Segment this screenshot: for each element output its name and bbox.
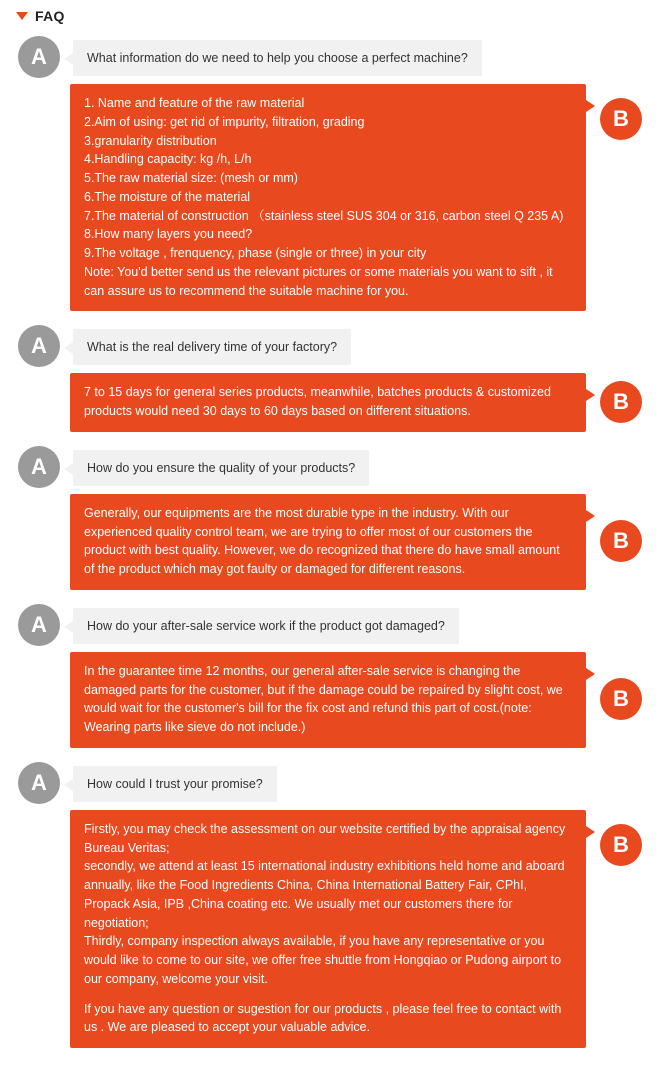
faq-item — [0, 36, 660, 311]
question-bubble — [73, 608, 459, 644]
answer-bubble — [70, 84, 586, 311]
answer-line: 7.The material of construction （stainless steel SUS 304 or 316, carbon steel Q 235 A) — [84, 208, 564, 223]
answer-line: 4.Handling capacity: kg /h, L/h — [84, 152, 252, 167]
avatar-answerer: B — [600, 824, 642, 866]
faq-item — [0, 604, 660, 748]
avatar-answerer-holder — [600, 678, 642, 720]
question-row — [0, 604, 660, 646]
avatar-answerer: B — [600, 678, 642, 720]
answer-line: Thirdly, company inspection always available, if you have any representative or you would like to come to our site, we offer free shuttle from Hongqiao or Pudong airport to our company, welcome your visit. — [84, 934, 562, 986]
faq-item — [0, 446, 660, 590]
page-title: FAQ — [35, 8, 65, 24]
question-bubble — [73, 40, 482, 76]
avatar-asker: A — [18, 325, 60, 367]
answer-bubble — [70, 494, 586, 590]
question-text: How do you ensure the quality of your products? — [87, 460, 356, 475]
question-row — [0, 325, 660, 367]
answer-line: Firstly, you may check the assessment on our website certified by the appraisal agency Bureau Veritas; — [84, 821, 566, 855]
answer-bubble — [70, 810, 586, 1048]
answer-line: secondly, we attend at least 15 international industry exhibitions held home and aboard annually, like the Food Ingredients China, China International Battery Fair, CPhI, Propack Asia, IPB ,China coating etc. We usually met our customers there for negotiation; — [84, 859, 565, 930]
question-text: How could I trust your promise? — [87, 776, 263, 791]
answer-line: 1. Name and feature of the raw material — [84, 96, 305, 110]
avatar-asker: A — [18, 604, 60, 646]
answer-line: 7 to 15 days for general series products, meanwhile, batches products & customized products would need 30 days to 60 days based on different situations. — [84, 385, 551, 418]
triangle-down-icon[interactable] — [16, 12, 28, 20]
answer-bubble — [70, 373, 586, 432]
faq-item — [0, 762, 660, 1048]
question-row — [0, 762, 660, 804]
avatar-answerer-holder — [600, 381, 642, 423]
avatar-answerer: B — [600, 381, 642, 423]
question-bubble — [73, 329, 351, 365]
question-text: What information do we need to help you choose a perfect machine? — [87, 51, 468, 65]
answer-line: 6.The moisture of the material — [84, 189, 251, 204]
question-row — [0, 446, 660, 488]
answer-line: Generally, our equipments are the most durable type in the industry. With our experienced quality control team, we are trying to offer most of our customers the product with best quality. However, we do recognized that there do have small amount of the product which may got faulty or damaged for different reasons. — [84, 505, 560, 576]
avatar-asker: A — [18, 446, 60, 488]
answer-line: 8.How many layers you need? — [84, 227, 253, 242]
question-text: What is the real delivery time of your factory? — [87, 340, 338, 355]
answer-row — [0, 494, 660, 590]
question-text: How do your after-sale service work if the product got damaged? — [87, 618, 445, 633]
question-bubble — [73, 766, 277, 802]
avatar-asker: A — [18, 762, 60, 804]
paragraph-spacer — [84, 989, 572, 1000]
faq-list — [0, 36, 660, 1048]
question-bubble — [73, 450, 369, 486]
answer-row — [0, 652, 660, 748]
answer-line: 3.granularity distribution — [84, 133, 217, 148]
answer-line: 9.The voltage , frenquency, phase (single or three) in your city — [84, 246, 427, 260]
faq-item — [0, 325, 660, 432]
question-row — [0, 36, 660, 78]
answer-line: If you have any question or sugestion for our products , please feel free to contact with us . We are pleased to accept your valuable advice. — [84, 1001, 562, 1035]
answer-row — [0, 373, 660, 432]
avatar-answerer-holder — [600, 824, 642, 866]
avatar-asker: A — [18, 36, 60, 78]
faq-header[interactable] — [0, 8, 660, 24]
answer-row — [0, 810, 660, 1048]
answer-row — [0, 84, 660, 311]
answer-line: Note: You'd better send us the relevant pictures or some materials you want to sift , it can assure us to recommend the suitable machine for you. — [84, 264, 553, 298]
avatar-answerer-holder — [600, 520, 642, 562]
avatar-answerer: B — [600, 520, 642, 562]
avatar-answerer-holder — [600, 98, 642, 140]
answer-bubble — [70, 652, 586, 748]
answer-line: 5.The raw material size: (mesh or mm) — [84, 171, 298, 185]
answer-line: In the guarantee time 12 months, our general after-sale service is changing the damaged parts for the customer, but if the damage could be repaired by slight cost, we would wait for the customer's bill for the fix cost and refund this part of cost.(note: Wearing parts like sieve do not include.) — [84, 663, 563, 734]
answer-line: 2.Aim of using: get rid of impurity, filtration, grading — [84, 114, 365, 129]
avatar-answerer: B — [600, 98, 642, 140]
